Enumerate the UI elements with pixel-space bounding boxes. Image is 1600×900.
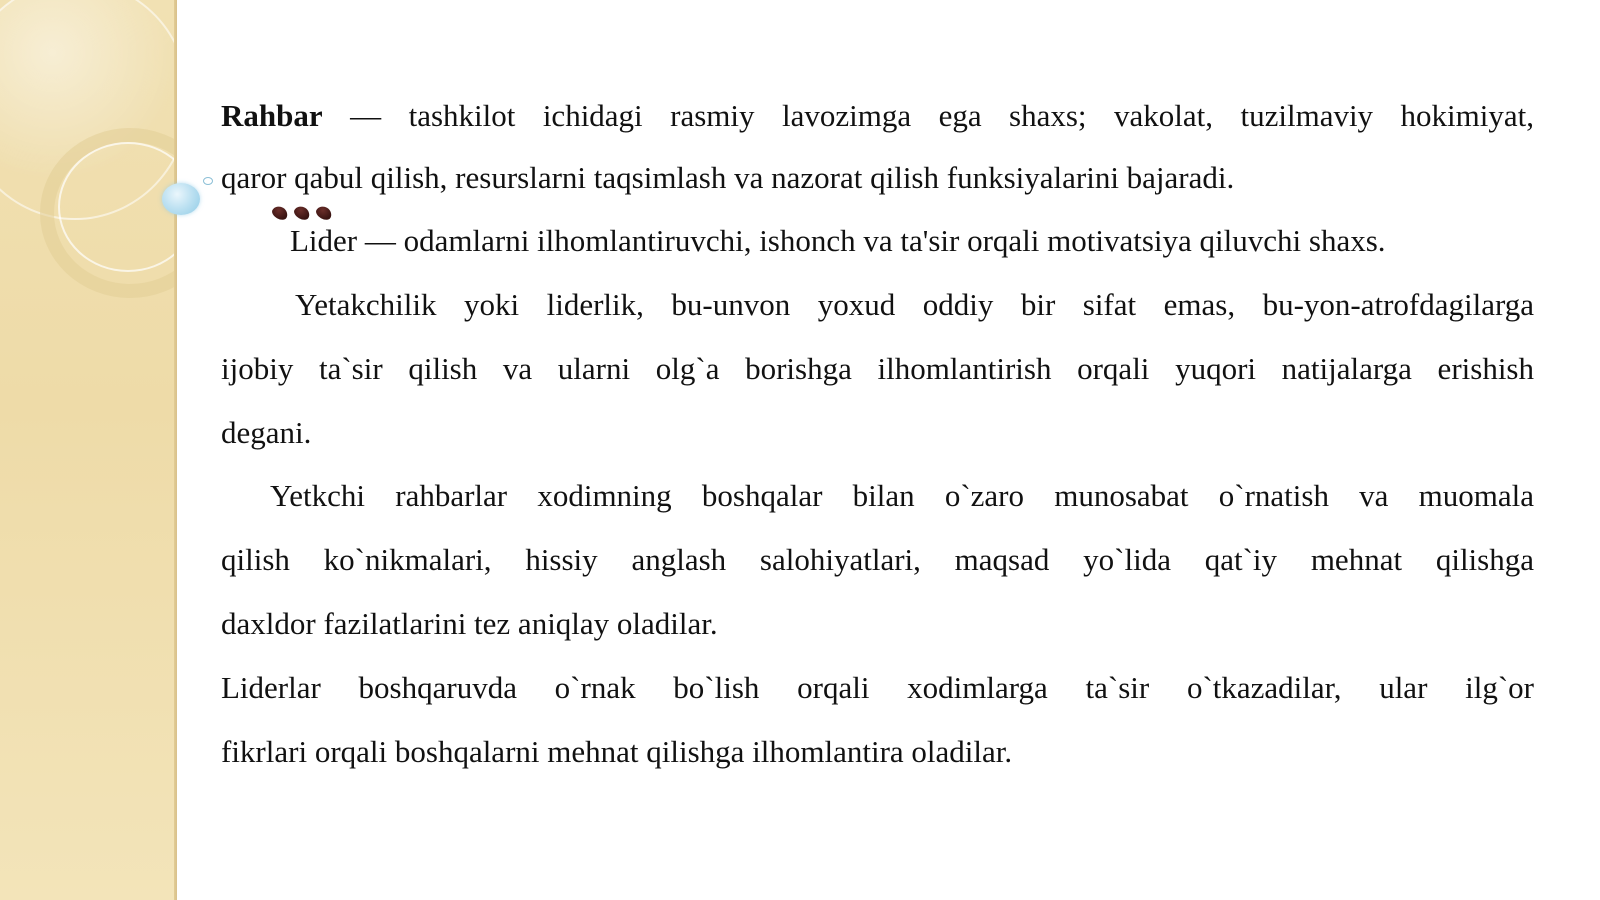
paragraph-yetkchi-line-3: daxldor fazilatlarini tez aniqlay oladilar. bbox=[221, 606, 718, 641]
decorative-dots-icon bbox=[272, 207, 332, 219]
term-rahbar: Rahbar bbox=[221, 98, 323, 133]
decorative-ring bbox=[40, 128, 177, 298]
decorative-ring bbox=[58, 142, 177, 272]
paragraph-yetakchilik-line-1: Yetakchilik yoki liderlik, bu-unvon yoxud oddiy bir sifat emas, bu-yon-atrofdagilarga bbox=[295, 287, 1534, 322]
rahbar-definition: — tashkilot ichidagi rasmiy lavozimga ega shaxs; vakolat, tuzilmaviy hokimiyat, bbox=[322, 98, 1534, 133]
paragraph-yetkchi-line-2: qilish ko`nikmalari, hissiy anglash salohiyatlari, maqsad yo`lida qat`iy mehnat qilishga bbox=[221, 542, 1534, 577]
dot-icon bbox=[292, 204, 312, 222]
paragraph-liderlar-line-2: fikrlari orqali boshqalarni mehnat qilishga ilhomlantira oladilar. bbox=[221, 734, 1013, 769]
dot-icon bbox=[314, 204, 334, 222]
dot-icon bbox=[270, 204, 290, 222]
side-panel-divider bbox=[174, 0, 177, 900]
paragraph-rahbar-line-2: qaror qabul qilish, resurslarni taqsimlash va nazorat qilish funksiyalarini bajaradi. bbox=[221, 160, 1235, 195]
bullet-ring-icon bbox=[203, 177, 213, 185]
decorative-orb-icon bbox=[162, 183, 200, 215]
paragraph-rahbar-line-1 bbox=[221, 97, 1534, 135]
paragraph-yetakchilik-line-3: degani. bbox=[221, 415, 312, 450]
paragraph-yetakchilik-line-2: ijobiy ta`sir qilish va ularni olg`a borishga ilhomlantirish orqali yuqori natijalarga erishish bbox=[221, 351, 1534, 386]
decorative-ring bbox=[0, 0, 177, 220]
paragraph-liderlar-line-1: Liderlar boshqaruvda o`rnak bo`lish orqali xodimlarga ta`sir o`tkazadilar, ular ilg`or bbox=[221, 670, 1534, 705]
paragraph-lider-line-1: Lider — odamlarni ilhomlantiruvchi, ishonch va ta'sir orqali motivatsiya qiluvchi shaxs. bbox=[290, 223, 1386, 258]
paragraph-yetkchi-line-1: Yetkchi rahbarlar xodimning boshqalar bilan o`zaro munosabat o`rnatish va muomala bbox=[270, 478, 1534, 513]
decorative-side-panel bbox=[0, 0, 177, 900]
